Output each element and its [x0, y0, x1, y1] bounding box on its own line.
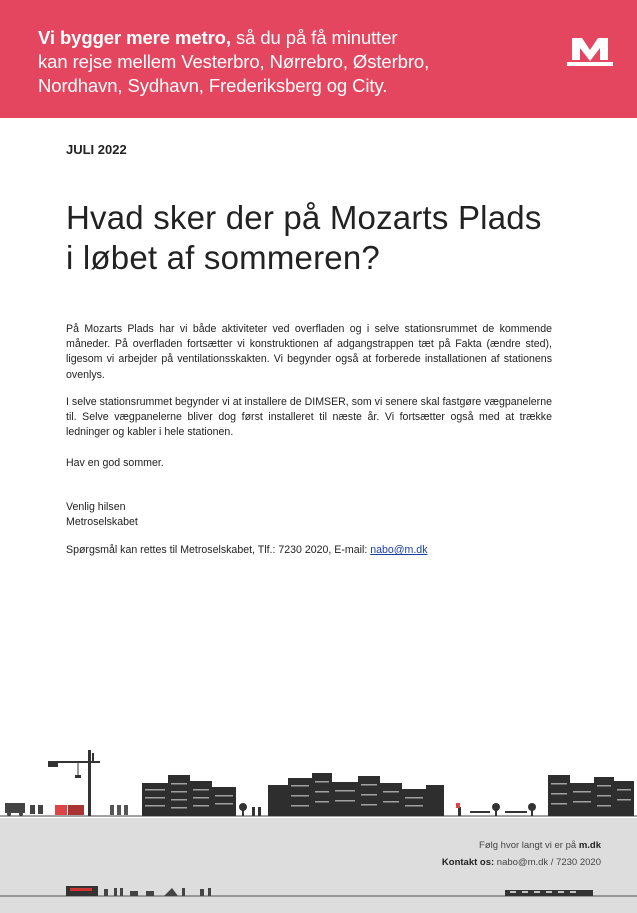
footer-follow-text: Følg hvor langt vi er på [479, 840, 579, 851]
sender-name: Metroselskabet [66, 516, 138, 529]
header-banner [0, 0, 637, 118]
title-line1: Hvad sker der på Mozarts Plads [66, 199, 542, 236]
banner-line3: Nordhavn, Sydhavn, Frederiksberg og City. [38, 75, 388, 96]
contact-email-link[interactable]: nabo@m.dk [370, 544, 428, 556]
banner-tagline [38, 26, 458, 98]
letter-date: JULI 2022 [66, 142, 127, 157]
contact-prefix: Spørgsmål kan rettes til Metroselskabet, Tlf.: 7230 2020, E-mail: [66, 544, 371, 556]
footer-follow-site-link[interactable]: m.dk [578, 840, 601, 851]
banner-line1-rest: så du på få minutter [230, 27, 398, 48]
banner-bold-text: Vi bygger mere metro, [38, 27, 231, 48]
title-line2: i løbet af sommeren? [66, 239, 380, 276]
metro-m-icon [567, 34, 613, 68]
city-skyline-illustration [0, 745, 637, 823]
paragraph-surface-works: På Mozarts Plads har vi både aktiviteter ved overfladen og i selve stationsrummet de kommende måneder. På overfladen fortsætter vi konstruktionen af adgangstrappen tæt på Fakta (ændre sted), ligesom vi arbejder på ventilationsskakten. Vi begynder også at forberede installationen af stationens ovenlys. [66, 323, 552, 381]
footer-contact-value: nabo@m.dk / 7230 2020 [494, 857, 601, 868]
footer-follow [479, 840, 601, 851]
paragraph-greeting: Hav en god sommer. [66, 457, 164, 469]
footer-contact [442, 857, 601, 868]
signature-block [66, 500, 552, 530]
letter-title [66, 198, 586, 278]
footer-contact-label: Kontakt os: [441, 857, 495, 868]
bottom-train-strip-illustration [0, 880, 637, 902]
contact-line [66, 543, 586, 558]
signoff: Venlig hilsen [66, 501, 126, 513]
banner-line2: kan rejse mellem Vesterbro, Nørrebro, Østerbro, [38, 51, 430, 72]
paragraph-station-works: I selve stationsrummet begynder vi at installere de DIMSER, som vi senere skal fastgøre vægpanelerne til. Selve vægpanelerne bliver dog først installeret til næste år. Vi fortsætter også med at trække ledninger og kabler i hele stationen. [66, 396, 552, 439]
